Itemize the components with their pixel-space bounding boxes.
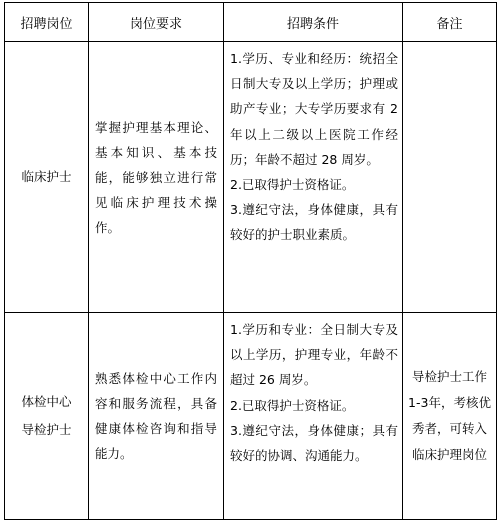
position-line: 临床护士: [21, 169, 72, 184]
position-line: 体检中心: [21, 394, 72, 409]
condition-item: 2.已取得护士资格证。: [230, 177, 355, 193]
condition-item: 1.学历和专业：全日制大专及以上学历，护理专业，年龄不超过 26 周岁。: [230, 322, 398, 388]
note-cell: 导检护士工作1-3年，考核优秀者，可转入临床护理岗位: [403, 313, 497, 520]
recruitment-table: [4, 2, 497, 520]
table-row: [5, 42, 497, 313]
table-header-row: [5, 3, 497, 42]
conditions-cell: [224, 42, 403, 313]
requirement-cell: 熟悉体检中心工作内容和服务流程，具备健康体检咨询和指导能力。: [89, 313, 224, 520]
condition-item: 2.已取得护士资格证。: [230, 397, 355, 413]
table-row: [5, 313, 497, 520]
condition-item: 3.遵纪守法，身体健康；具有较好的协调、沟通能力。: [230, 422, 398, 464]
header-position: 招聘岗位: [5, 3, 89, 42]
header-conditions: 招聘条件: [224, 3, 403, 42]
position-cell: [5, 313, 89, 520]
requirement-cell: 掌握护理基本理论、基本知识、基本技能，能够独立进行常见临床护理技术操作。: [89, 42, 224, 313]
conditions-cell: [224, 313, 403, 520]
position-cell: [5, 42, 89, 313]
condition-item: 1.学历、专业和经历：统招全日制大专及以上学历；护理或助产专业；大专学历要求有 2 年以上二级以上医院工作经历；年龄不超过 28 周岁。: [230, 51, 398, 167]
condition-item: 3.遵纪守法，身体健康，具有较好的护士职业素质。: [230, 202, 398, 243]
note-cell: [403, 42, 497, 313]
position-line: 导检护士: [21, 422, 72, 437]
header-note: 备注: [403, 3, 497, 42]
header-requirement: 岗位要求: [89, 3, 224, 42]
